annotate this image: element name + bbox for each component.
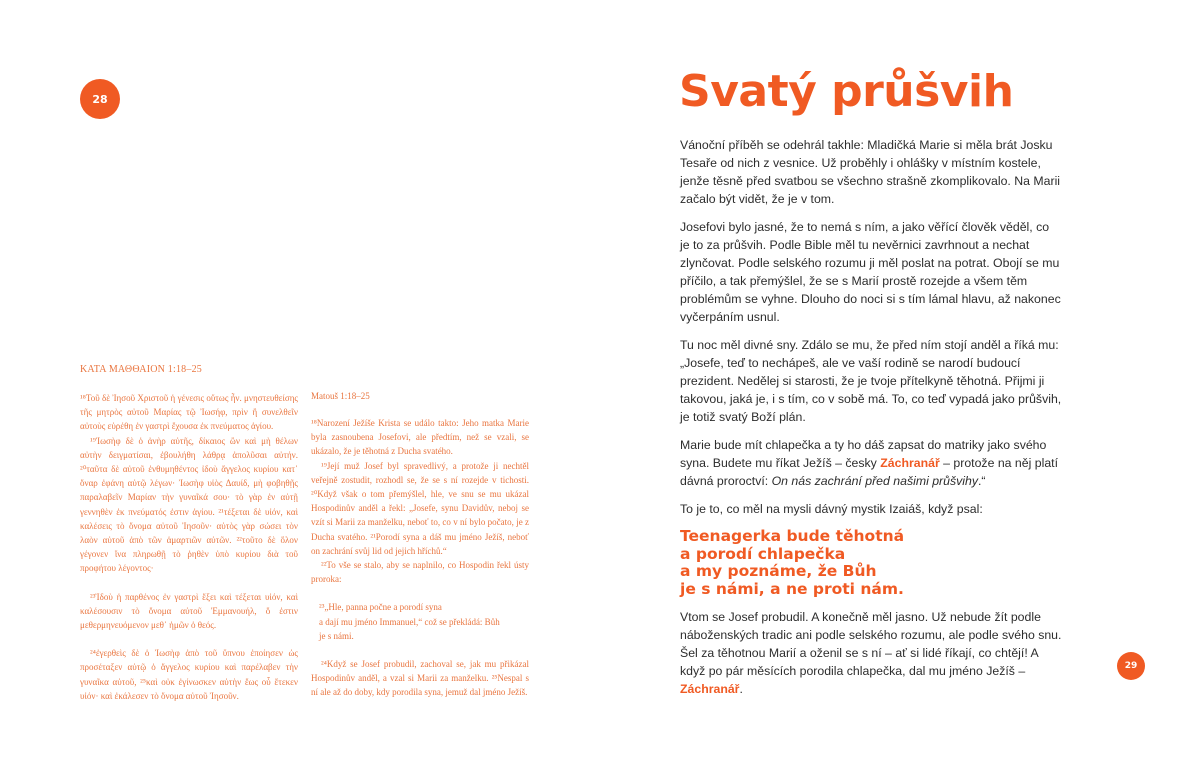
text-run: . xyxy=(739,682,743,696)
page-number-badge: 28 xyxy=(80,79,120,119)
article-body xyxy=(680,136,1062,708)
pull-quote xyxy=(680,528,1062,598)
highlight-zachranar: Záchranář xyxy=(880,456,940,470)
greek-paragraph: ¹⁹Ἰωσὴφ δὲ ὁ ἀνὴρ αὐτῆς, δίκαιος ὢν καὶ μὴ θέλων αὐτὴν δειγματίσαι, ἐβουλήθη λάθρᾳ ἀπολῦσαι αὐτήν. ²⁰ταῦτα δὲ αὐτοῦ ἐνθυμηθέντος ἰδοὺ ἄγγελος κυρίου κατ᾽ ὄναρ ἐφάνη αὐτῷ λέγων· Ἰωσὴφ υἱὸς Δαυίδ, μὴ φοβηθῇς παραλαβεῖν Μαρίαν τὴν γυναῖκά σου· τὸ γὰρ ἐν αὐτῇ γεννηθὲν ἐκ πνεύματός ἐστιν ἁγίου. ²¹τέξεται δὲ υἱόν, καὶ καλέσεις τὸ ὄνομα αὐτοῦ Ἰησοῦν· αὐτὸς γὰρ σώσει τὸν λαὸν αὐτοῦ ἀπὸ τῶν ἁμαρτιῶν αὐτῶν. ²²τοῦτο δὲ ὅλον γέγονεν ἵνα πληρωθῇ τὸ ῥηθὲν ὑπὸ κυρίου διὰ τοῦ προφήτου λέγοντος· xyxy=(80,435,298,574)
greek-text-column xyxy=(80,391,298,703)
czech-paragraph: ¹⁹Její muž Josef byl spravedlivý, a protože ji nechtěl veřejně zostudit, rozhodl se, že se s ní rozejde v tichosti. ²⁰Když však o tom přemýšlel, hle, ve snu se mu ukázal Hospodinův anděl a řekl: „Josefe, synu Davidův, neboj se vzít si Marii za manželku, neboť to, co v ní bylo počato, je z Ducha svatého. ²¹Porodí syna a dáš mu jméno Ježíš, neboť on zachrání svůj lid od jejich hříchů.“ xyxy=(311,460,529,556)
body-paragraph: To je to, co měl na mysli dávný mystik Izaiáš, když psal: xyxy=(680,502,983,516)
body-paragraph: Josefovi bylo jasné, že to nemá s ním, a jako věřící člověk věděl, co je to za průšvih. Podle Bible měl tu nevěrnici zavrhnout a nechat zlynčovat. Podle selského rozumu ji měl poslat na potrat. Obojí se mu příčilo, a tak přemýšlel, že se s Marií prostě rozejde a všem těm problémům se vyhne. Dlouho do noci si s tím lámal hlavu, až nakonec vyčerpáním usnul. xyxy=(680,220,1061,324)
quote-line: a my poznáme, že Bůh xyxy=(680,562,877,580)
czech-paragraph: ²²To vše se stalo, aby se naplnilo, co Hospodin řekl ústy proroka: xyxy=(311,560,529,585)
verse-line: a dají mu jméno Immanuel,“ což se překládá: Bůh xyxy=(319,616,500,627)
text-run: .“ xyxy=(978,474,986,488)
greek-heading: ΚΑΤΑ ΜΑΘΘΑΙΟΝ 1:18–25 xyxy=(80,364,202,375)
body-paragraph: Vánoční příběh se odehrál takhle: Mladičká Marie si měla brát Josku Tesaře od nich z vesnice. Už proběhly i ohlášky v místním kostele, jenže těsně před svatbou se všechno strašně zkomplikovalo. Na Marii začalo být vidět, že je v tom. xyxy=(680,138,1061,206)
czech-text-column xyxy=(311,416,529,700)
czech-paragraph: ²⁴Když se Josef probudil, zachoval se, jak mu přikázal Hospodinův anděl, a vzal si Marii za manželku. ²⁵Nespal s ní ale až do doby, kdy porodila syna, jemuž dal jméno Ježíš. xyxy=(311,659,529,698)
czech-paragraph: ¹⁸Narození Ježíše Krista se událo takto: Jeho matka Marie byla zasnoubena Josefovi, ale předtím, než se vzali, se ukázalo, že je těhotná z Ducha svatého. xyxy=(311,418,529,457)
verse-line: ²³„Hle, panna počne a porodí syna xyxy=(319,602,442,613)
quote-line: Teenagerka bude těhotná xyxy=(680,527,905,545)
right-page xyxy=(600,0,1200,762)
text-run: Marie bude mít chlapečka a ty ho dáš zapsat do matriky jako svého syna. Budete mu říkat Ježíš – česky xyxy=(680,438,1047,470)
greek-paragraph: ¹⁸Τοῦ δὲ Ἰησοῦ Χριστοῦ ἡ γένεσις οὕτως ἦν. μνηστευθείσης τῆς μητρὸς αὐτοῦ Μαρίας τῷ Ἰωσήφ, πρὶν ἢ συνελθεῖν αὐτοὺς εὑρέθη ἐν γαστρὶ ἔχουσα ἐκ πνεύματος ἁγίου. xyxy=(80,393,298,432)
czech-heading: Matouš 1:18–25 xyxy=(311,391,370,401)
greek-paragraph: ²³Ἰδοὺ ἡ παρθένος ἐν γαστρὶ ἕξει καὶ τέξεται υἱόν, καὶ καλέσουσιν τὸ ὄνομα αὐτοῦ Ἐμμανουήλ, ὅ ἐστιν μεθερμηνευόμενον μεθ᾽ ἡμῶν ὁ θεός. xyxy=(80,591,298,631)
page-number-badge: 29 xyxy=(1117,652,1145,680)
highlight-zachranar: Záchranář xyxy=(680,682,740,696)
verse-line: je s námi. xyxy=(319,630,354,641)
quote-line: a porodí chlapečka xyxy=(680,544,846,563)
quote-line: je s námi, a ne proti nám. xyxy=(680,579,904,598)
italic-prophecy: On nás zachrání před našimi průšvihy xyxy=(771,474,979,488)
text-run: – protože na něj platí dávná proroctví: xyxy=(680,456,1059,488)
greek-paragraph: ²⁴ἐγερθεὶς δὲ ὁ Ἰωσὴφ ἀπὸ τοῦ ὕπνου ἐποίησεν ὡς προσέταξεν αὐτῷ ὁ ἄγγελος κυρίου καὶ παρέλαβεν τὴν γυναῖκα αὐτοῦ, ²⁵καὶ οὐκ ἐγίνωσκεν αὐτὴν ἕως οὗ ἔτεκεν υἱόν· καὶ ἐκάλεσεν τὸ ὄνομα αὐτοῦ Ἰησοῦν. xyxy=(80,648,298,701)
body-paragraph xyxy=(680,608,1062,698)
chapter-title: Svatý průšvih xyxy=(679,66,1014,117)
text-run: Vtom se Josef probudil. A konečně měl jasno. Už nebude žít podle náboženských tradic ani podle selského rozumu, ale podle svého snu. Šel za těhotnou Marií a oženil se s ní – ať si lidé říkají, co chtějí! A když po pár měsících porodila chlapečka, dal mu jméno Ježíš – xyxy=(680,610,1062,678)
czech-verse xyxy=(311,600,529,643)
body-paragraph: Tu noc měl divné sny. Zdálo se mu, že před ním stojí anděl a říká mu: „Josefe, teď to nechápeš, ale ve vaší rodině se narodí budoucí prezident. Nedělej si starosti, že je tvoje přítelkyně těhotná. Přijmi ji takovou, jaká je, i s tím, co v sobě má. To, co teď vypadá jako průšvih, je totiž svatý Boží plán. xyxy=(680,338,1062,424)
body-paragraph xyxy=(680,436,1062,490)
